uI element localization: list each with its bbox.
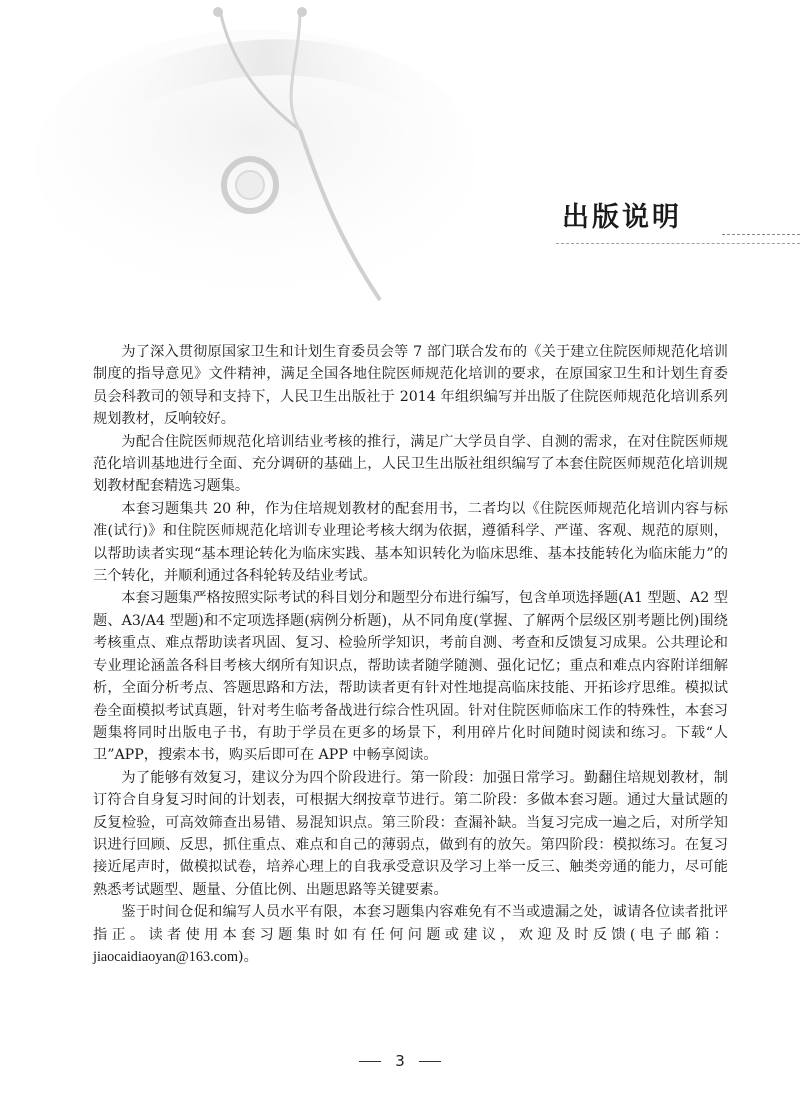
page-number: 3 bbox=[395, 1052, 405, 1070]
footer-left-dash bbox=[359, 1061, 381, 1062]
page-footer bbox=[0, 1052, 800, 1070]
paragraph-1: 为了深入贯彻原国家卫生和计划生育委员会等 7 部门联合发布的《关于建立住院医师规范化培训制度的指导意见》文件精神，满足全国各地住院医师规范化培训的要求，在原国家卫生和计划生育委员会科教司的领导和支持下，人民卫生出版社于 2014 年组织编写并出版了住院医师规范化培训系列规划教材，反响较好。 bbox=[93, 344, 728, 428]
preface-body bbox=[93, 341, 728, 968]
paragraph-6 bbox=[93, 901, 728, 968]
paragraph-6-text: 鉴于时间仓促和编写人员水平有限，本套习题集内容难免有不当或遗漏之处，诚请各位读者批评指正。读者使用本套习题集时如有任何问题或建议，欢迎及时反馈(电子邮箱： bbox=[93, 904, 728, 943]
title-dashed-rule bbox=[722, 234, 800, 235]
paragraph-6-end: )。 bbox=[238, 948, 258, 965]
stethoscope-watermark-icon bbox=[0, 0, 560, 330]
footer-right-dash bbox=[419, 1061, 441, 1062]
feedback-email: jiaocaidiaoyan@163.com bbox=[93, 948, 239, 965]
paragraph-4: 本套习题集严格按照实际考试的科目划分和题型分布进行编写，包含单项选择题(A1 型题、A2 型题、A3/A4 型题)和不定项选择题(病例分析题)，从不同角度(掌握、了解两个层级区别考题比例)围绕考核重点、难点帮助读者巩固、复习、检验所学知识，考前自测、考查和反馈复习成果。公共理论和专业理论涵盖各科目考核大纲所有知识点，帮助读者随学随测、强化记忆；重点和难点内容附详细解析，全面分析考点、答题思路和方法，帮助读者更有针对性地提高临床技能、开拓诊疗思维。模拟试卷全面模拟考试真题，针对考生临考备战进行综合性巩固。针对住院医师临床工作的特殊性，本套习题集将同时出版电子书，有助于学员在更多的场景下，利用碎片化时间随时阅读和练习。下载“人卫”APP，搜索本书，购买后即可在 APP 中畅享阅读。 bbox=[93, 590, 728, 764]
title-underline-rule bbox=[556, 243, 800, 244]
paragraph-2: 为配合住院医师规范化培训结业考核的推行，满足广大学员自学、自测的需求，在对住院医师规范化培训基地进行全面、充分调研的基础上，人民卫生出版社组织编写了本套住院医师规范化培训规划教材配套精选习题集。 bbox=[93, 433, 728, 495]
paragraph-3: 本套习题集共 20 种，作为住培规划教材的配套用书，二者均以《住院医师规范化培训内容与标准(试行)》和住院医师规范化培训专业理论考核大纲为依据，遵循科学、严谨、客观、规范的原则，以帮助读者实现“基本理论转化为临床实践、基本知识转化为临床思维、基本技能转化为临床能力”的三个转化，并顺利通过各科轮转及结业考试。 bbox=[93, 500, 728, 585]
page-title: 出版说明 bbox=[562, 202, 682, 233]
paragraph-5: 为了能够有效复习，建议分为四个阶段进行。第一阶段：加强日常学习。勤翻住培规划教材，制订符合自身复习时间的计划表，可根据大纲按章节进行。第二阶段：多做本套习题。通过大量试题的反复检验，可高效筛查出易错、易混知识点。第三阶段：查漏补缺。当复习完成一遍之后，对所学知识进行回顾、反思，抓住重点、难点和自己的薄弱点，做到有的放矢。第四阶段：模拟练习。在复习接近尾声时，做模拟试卷，培养心理上的自我承受意识及学习上举一反三、触类旁通的能力，尽可能熟悉考试题型、题量、分值比例、出题思路等关键要素。 bbox=[93, 769, 728, 898]
